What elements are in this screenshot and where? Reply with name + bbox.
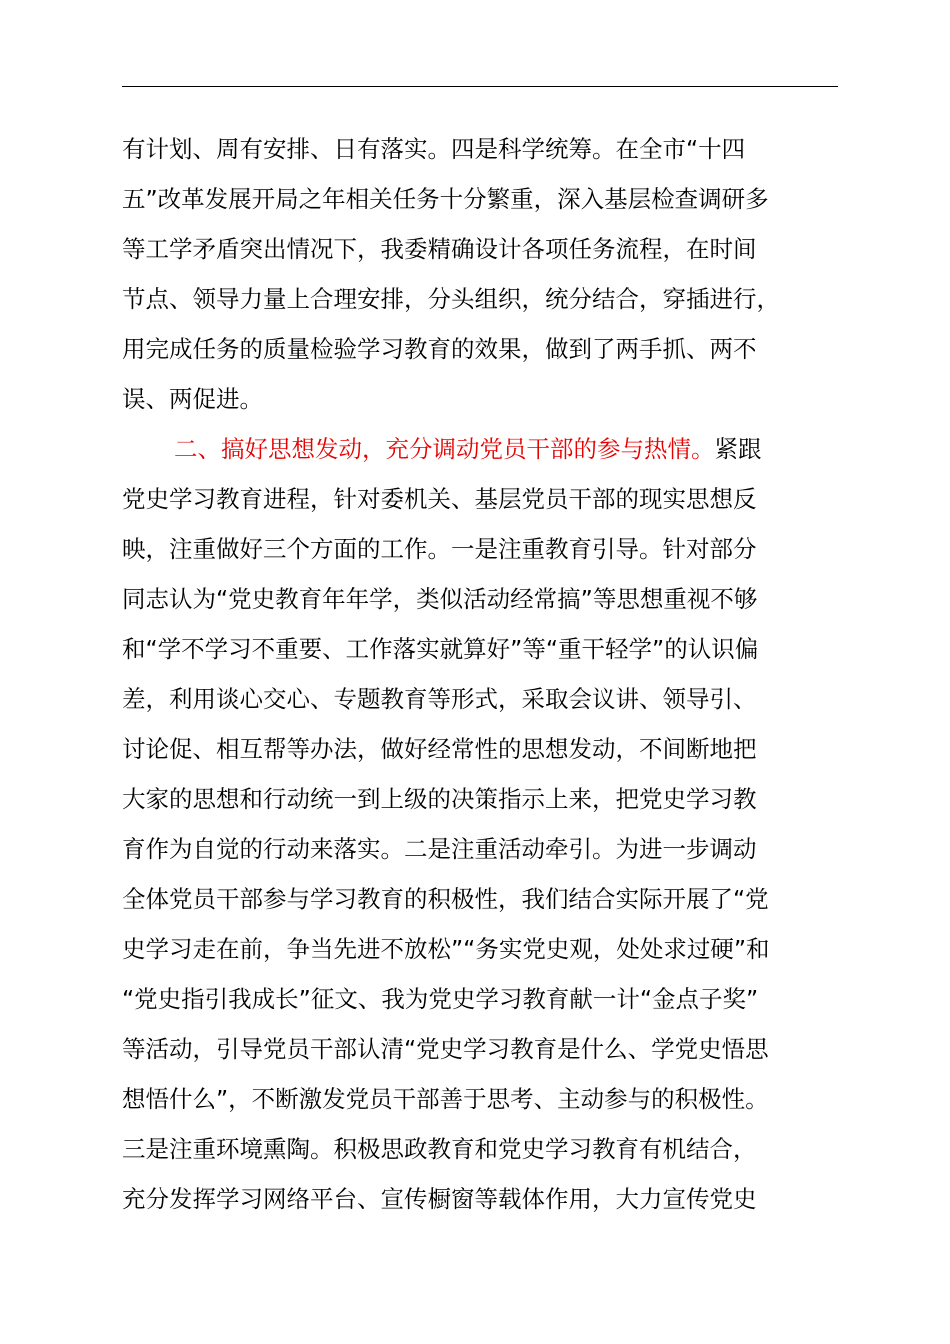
section-first-line (122, 424, 846, 474)
section-line-5: 差，利用谈心交心、专题教育等形式，采取会议讲、领导引、 (122, 685, 757, 713)
section-line-1: 党史学习教育进程，针对委机关、基层党员干部的现实思想反 (122, 485, 757, 513)
section-line-15: 充分发挥学习网络平台、宣传橱窗等载体作用，大力宣传党史 (122, 1185, 757, 1213)
section-line-14: 三是注重环境熏陶。积极思政教育和党史学习教育有机结合， (122, 1135, 757, 1163)
body-line-1: 有计划、周有安排、日有落实。四是科学统筹。在全市“十四 (122, 135, 746, 163)
section-line-2: 映，注重做好三个方面的工作。一是注重教育引导。针对部分 (122, 535, 757, 563)
section-line-6: 讨论促、相互帮等办法，做好经常性的思想发动，不间断地把 (122, 735, 757, 763)
section-line-13: 想悟什么”，不断激发党员干部善于思考、主动参与的积极性。 (122, 1085, 769, 1113)
section-line-4: 和“学不学习不重要、工作落实就算好”等“重干轻学”的认识偏 (122, 635, 759, 663)
body-line-6: 误、两促进。 (122, 385, 263, 413)
section-line-12: 等活动，引导党员干部认清“党史学习教育是什么、学党史悟思 (122, 1035, 769, 1063)
section-line-7: 大家的思想和行动统一到上级的决策指示上来，把党史学习教 (122, 785, 757, 813)
header-rule (122, 86, 838, 87)
section-line-9: 全体党员干部参与学习教育的积极性，我们结合实际开展了“党 (122, 885, 769, 913)
section-line-10: 史学习走在前，争当先进不放松”“务实党史观，处处求过硬”和 (122, 935, 770, 963)
body-line-5: 用完成任务的质量检验学习教育的效果，做到了两手抓、两不 (122, 335, 757, 363)
body-line-3: 等工学矛盾突出情况下，我委精确设计各项任务流程，在时间 (122, 235, 757, 263)
section-heading: 二、搞好思想发动，充分调动党员干部的参与热情。 (174, 435, 715, 463)
section-line-11: “党史指引我成长”征文、我为党史学习教育献一计“金点子奖” (122, 985, 759, 1013)
section-first-line-tail: 紧跟 (714, 435, 762, 463)
document-body (122, 124, 846, 1224)
section-line-8: 育作为自觉的行动来落实。二是注重活动牵引。为进一步调动 (122, 835, 757, 863)
body-line-4: 节点、领导力量上合理安排，分头组织，统分结合，穿插进行， (122, 285, 780, 313)
body-line-2: 五”改革发展开局之年相关任务十分繁重，深入基层检查调研多 (122, 185, 769, 213)
section-line-3: 同志认为“党史教育年年学，类似活动经常搞”等思想重视不够 (122, 585, 758, 613)
